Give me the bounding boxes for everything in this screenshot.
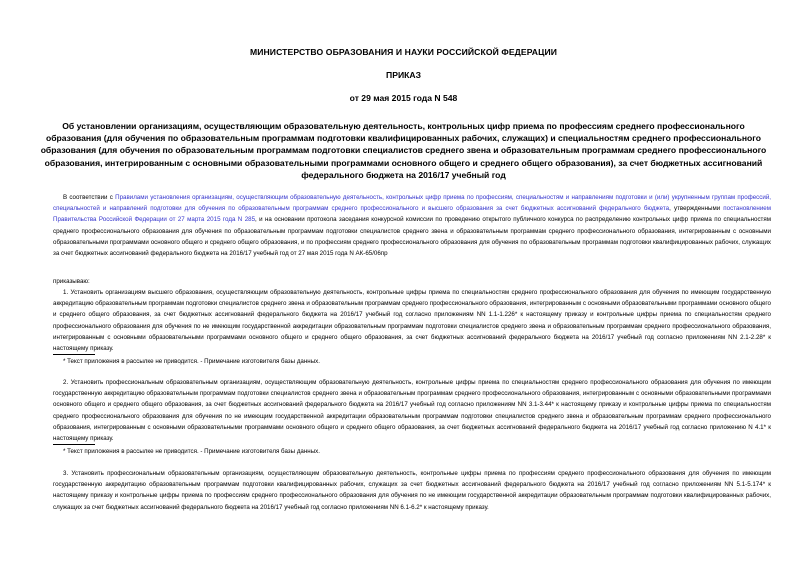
footnote-divider — [53, 354, 95, 355]
footnote-divider — [53, 444, 95, 445]
rules-link[interactable]: Правилами установления организациям, осуществляющим образовательную деятельность, контрольных цифр приема по профессиям, специальностям и направлениям подготовки и (или) укрупненным группам профессий, специальностей и направлений подготовки для обучения по образовательным программам среднего профессионального и высшего образования за счет бюджетных ассигнований федерального бюджета — [53, 194, 772, 213]
document-title: Об установлении организациям, осуществляющим образовательную деятельность, контрольных цифр приема по профессиям среднего профессионального образования (для обучения по образовательным программам подготовки квалифицированных рабочих, служащих) и специальностям среднего профессионального образования (для обучения по образовательным программам подготовки специалистов среднего звена и образовательным программам среднего профессионального образования, интегрированным с основными образовательными программами основного общего и среднего общего образования), за счет бюджетных ассигнований федерального бюджета на 2016/17 учебный год — [40, 121, 767, 180]
paragraph-2: 2. Установить профессиональным образовательным организациям, осуществляющим образовательную деятельность, контрольные цифры приема по специальностям среднего профессионального образования для обучения по имеющим государственную аккредитацию образовательным программам подготовки специалистов среднего звена и образовательным программам среднего профессионального образования, интегрированным с основными образовательными программами основного общего и среднего общего образования, за счет бюджетных ассигнований федерального бюджета на 2016/17 учебный год согласно приложениям NN 3.1-3.44* к настоящему приказу и контрольные цифры приема по специальностям среднего профессионального образования для обучения по не имеющим государственной аккредитации образовательным программам подготовки специалистов среднего звена и образовательным программам среднего профессионального образования, интегрированным с основными образовательными программами основного общего и среднего общего образования, за счет бюджетных ассигнований федерального бюджета на 2016/17 учебный год согласно приложению N 4.1* к настоящему приказу. — [53, 379, 771, 443]
footnote-2: * Текст приложения в рассылке не приводится. - Примечание изготовителя базы данных. — [63, 448, 320, 455]
preamble-text-1: В соответствии с — [63, 194, 116, 201]
footnote-1: * Текст приложения в рассылке не приводится. - Примечание изготовителя базы данных. — [63, 358, 320, 365]
doc-type-heading: ПРИКАЗ — [386, 70, 421, 80]
paragraph-1: 1. Установить организациям высшего образования, осуществляющим образовательную деятельность, контрольные цифры приема по специальностям среднего профессионального образования для обучения по имеющим государственную аккредитацию образовательным программам подготовки специалистов среднего звена и образовательным программам среднего профессионального образования, интегрированным с основными образовательными программами основного общего и среднего общего образования, за счет бюджетных ассигнований федерального бюджета на 2016/17 учебный год согласно приложениям NN 1.1-1.226* к настоящему приказу и контрольные цифры приема по специальностям среднего профессионального образования для обучения по не имеющим государственной аккредитации образовательным программам подготовки специалистов среднего звена и образовательным программам среднего профессионального образования, интегрированным с основными образовательными программами основного общего и среднего общего образования, за счет бюджетных ассигнований федерального бюджета на 2016/17 учебный год согласно приложениям NN 2.1-2.28* к настоящему приказу. — [53, 289, 771, 353]
preamble-text-2: , утвержденными — [669, 205, 724, 213]
ministry-heading: МИНИСТЕРСТВО ОБРАЗОВАНИЯ И НАУКИ РОССИЙСКОЙ ФЕДЕРАЦИИ — [249, 47, 558, 57]
preamble-text-3: , и на основании протокола заседания конкурсной комиссии по проведению открытого публичного конкурса по распределению контрольных цифр приема по специальностям среднего профессионального образования для обучения по образовательным программам подготовки специалистов среднего звена и образовательным программам среднего профессионального образования, интегрированным с основными образовательными программами основного общего и среднего общего образования, и по профессиям среднего профессионального образования для обучения по образовательным программам подготовки квалифицированных рабочих, служащих за счет бюджетных ассигнований федерального бюджета на 2016/17 учебный год от 27 мая 2015 года N АК-65/06пр — [53, 216, 771, 258]
preamble-paragraph — [53, 192, 771, 259]
paragraph-3: 3. Установить профессиональным образовательным организациям, осуществляющим образовательную деятельность, контрольные цифры приема по профессиям среднего профессионального образования для обучения по имеющим государственную аккредитацию образовательным программам подготовки квалифицированных рабочих, служащих за счет бюджетных ассигнований федерального бюджета на 2016/17 учебный год согласно приложениям NN 5.1-5.174* к настоящему приказу и контрольные цифры приема по профессиям среднего профессионального образования для обучения по не имеющим государственной аккредитации образовательным программам подготовки квалифицированных рабочих, служащих за счет бюджетных ассигнований федерального бюджета на 2016/17 учебный год согласно приложениям NN 6.1-6.2* к настоящему приказу. — [53, 470, 771, 511]
date-number-heading: от 29 мая 2015 года N 548 — [349, 93, 458, 103]
government-decree-link[interactable]: постановлением Правительства Российской Федерации от 27 марта 2015 года N 285 — [53, 205, 771, 224]
order-word: приказываю: — [53, 278, 90, 285]
